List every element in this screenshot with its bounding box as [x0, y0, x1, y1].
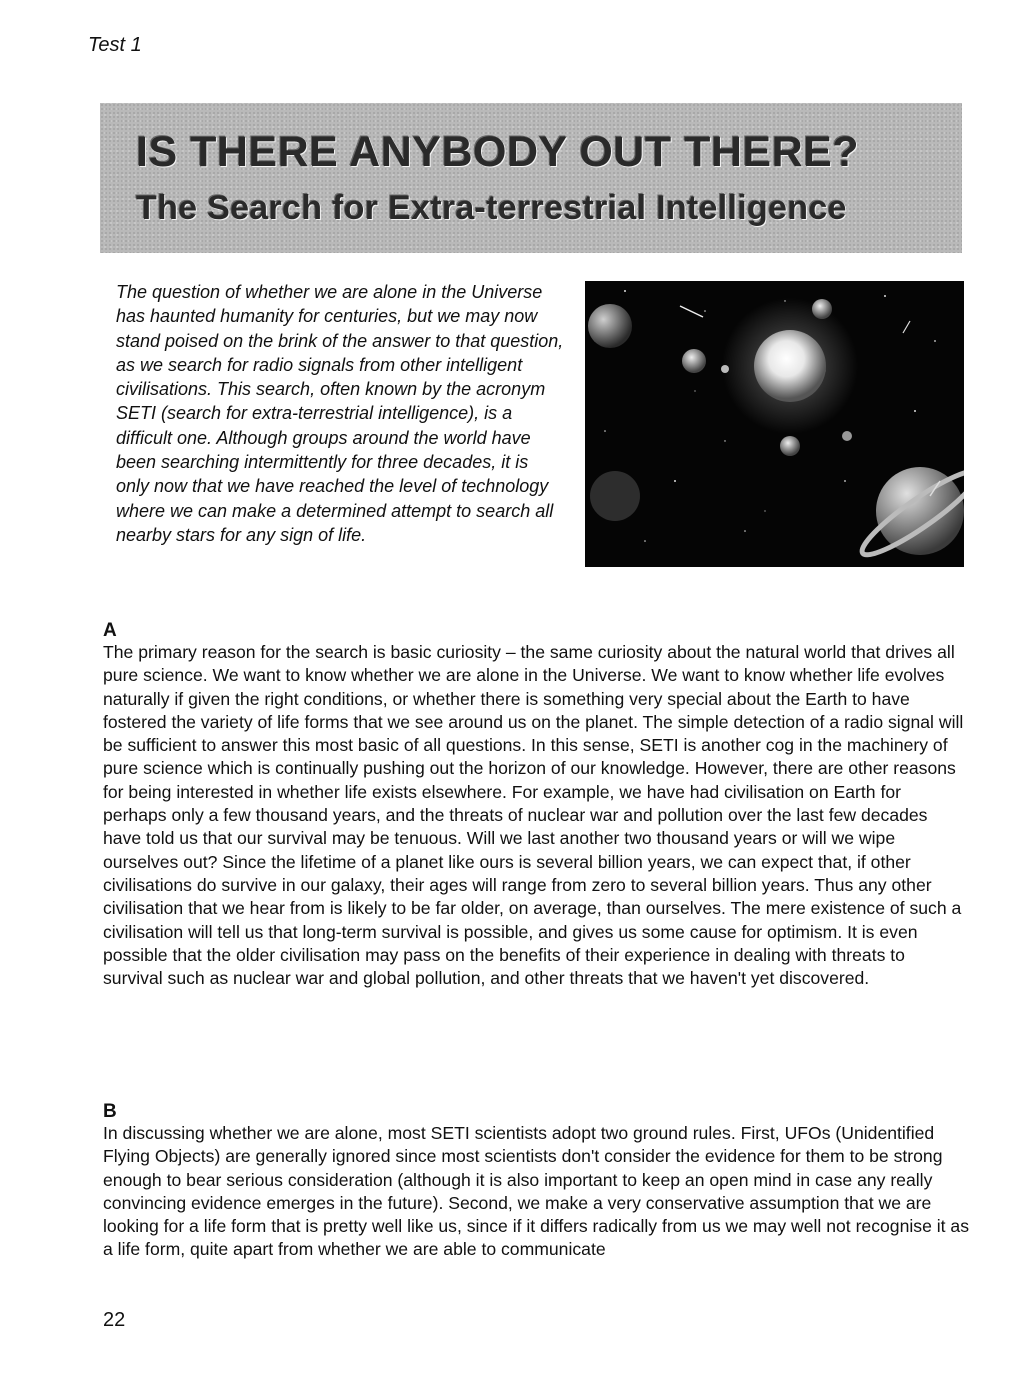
- solar-system-illustration: [585, 281, 964, 567]
- section-letter-a: A: [103, 620, 117, 641]
- article-subtitle: The Search for Extra-terrestrial Intelligence: [136, 189, 847, 227]
- section-a-paragraph: The primary reason for the search is basic curiosity – the same curiosity about the natural world that drives all pure science. We want to know whether we are alone in the Universe. We want to know whether life evolves naturally if given the right conditions, or whether there is something very special about the Earth to have fostered the variety of life forms that we see around us on the planet. The simple detection of a radio signal will be sufficient to answer this most basic of all questions. In this sense, SETI is another cog in the machinery of pure science which is continually pushing out the horizon of our knowledge. However, there are other reasons for being interested in whether life exists elsewhere. For example, we have had civilisation on Earth for perhaps only a few thousand years, and the threats of nuclear war and pollution over the last few decades have told us that our survival may be tenuous. Will we last another two thousand years or will we wipe ourselves out? Since the lifetime of a planet like ours is several billion years, we can expect that, if other civilisations do survive in our galaxy, their ages will range from zero to several billion years. Thus any other civilisation that we hear from is likely to be far older, on average, than ourselves. The mere existence of such a civilisation will tell us that long-term survival is possible, and gives us some cause for optimism. It is even possible that the older civilisation may pass on the benefits of their experience in dealing with threats to survival such as nuclear war and global pollution, and other threats that we haven't yet discovered.: [103, 642, 964, 989]
- article-title: IS THERE ANYBODY OUT THERE?: [136, 128, 860, 176]
- section-b-paragraph: In discussing whether we are alone, most SETI scientists adopt two ground rules. First, UFOs (Unidentified Flying Objects) are generally ignored since most scientists don't consider the evidence for them to be strong enough to bear serious consideration (although it is also important to keep an open mind in case any really convincing evidence emerges in the future). Second, we make a very conservative assumption that we are looking for a life form that is pretty well like us, since if it differs radically from us we may well not recognise it as a life form, quite apart from whether we are able to communicate: [103, 1123, 970, 1260]
- test-label: Test 1: [88, 34, 142, 56]
- solar-system-icon: [585, 281, 964, 567]
- section-letter-b: B: [103, 1101, 117, 1122]
- page-number: 22: [103, 1309, 126, 1331]
- intro-paragraph: The question of whether we are alone in the Universe has haunted humanity for centuries, but we may now stand poised on the brink of the answer to that question, as we search for radio signals from other intelligent civilisations. This search, often known by the acronym SETI (search for extra-terrestrial intelligence), is a difficult one. Although groups around the world have been searching intermittently for three decades, it is only now that we have reached the level of technology where we can make a determined attempt to search all nearby stars for any sign of life.: [116, 282, 564, 545]
- title-banner: [100, 103, 962, 253]
